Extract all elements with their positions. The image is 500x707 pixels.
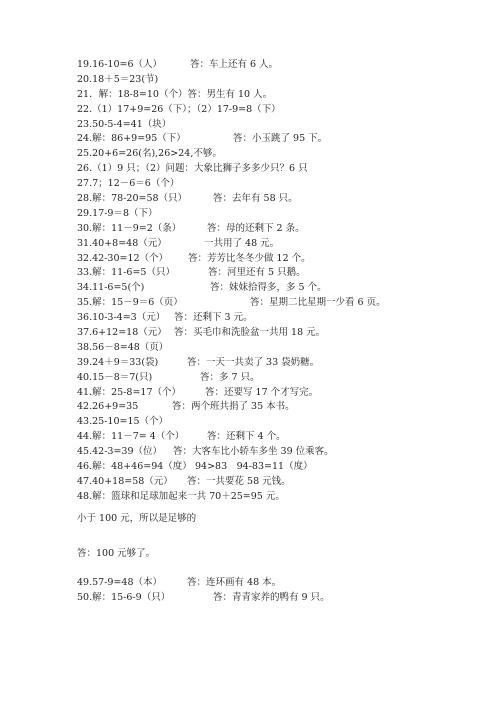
- answer-equation: 42.26+9=35: [77, 401, 139, 413]
- answer-text: 答：母的还剩下 2 条。: [207, 222, 305, 234]
- answer-equation: 27.7；12－6＝6（个）: [77, 178, 180, 190]
- answer-row: [77, 281, 386, 296]
- answer-row: [77, 192, 386, 207]
- answer-equation: 37.6+12=18（元）: [77, 327, 167, 339]
- answer-text: 答：两个班共捐了 35 本书。: [172, 401, 295, 413]
- answer-text: 答：星期二比星期一少看 6 页。: [250, 297, 386, 309]
- answer-row: [77, 132, 386, 147]
- answer-text: 答：去年有 58 只。: [213, 193, 298, 205]
- answer-row: [77, 207, 386, 222]
- answer-text: 答：芳芳比冬冬少做 12 个。: [188, 252, 311, 264]
- answer-row: [77, 147, 386, 162]
- answer-row: [77, 162, 386, 177]
- answer-row: [77, 266, 386, 281]
- answer-equation: 32.42-30=12（个）: [77, 252, 169, 264]
- answer-row: [77, 576, 330, 591]
- answer-row: [77, 400, 386, 415]
- answer-equation: 40.15－8＝7(只): [77, 371, 153, 383]
- answer-equation: 38.56－8=48（页）: [77, 341, 169, 353]
- answer-equation: 23.50-5-4=41（块）: [77, 118, 172, 130]
- answer-equation: 24.解：86+9=95（下）: [77, 133, 186, 145]
- answer-row: [77, 460, 386, 475]
- answer-text: 答：大客车比小轿车多坐 39 位乘客。: [173, 446, 334, 458]
- answer-equation: 29.17-9＝8（下）: [77, 207, 158, 219]
- answer-row: [77, 326, 386, 341]
- answer-row: [77, 252, 386, 267]
- answer-list-continued: [77, 576, 330, 606]
- answer-list: [77, 58, 386, 505]
- answer-text: 答：连环画有 48 本。: [187, 577, 282, 588]
- answer-text: 答：妹妹拾得多，多 5 个。: [210, 282, 327, 294]
- answer-text: 答：还剩下 3 元。: [174, 312, 253, 324]
- answer-text: 答：河里还有 5 只鹅。: [208, 267, 306, 279]
- answer-row: [77, 386, 386, 401]
- answer-text: 一共用了 48 元。: [204, 237, 280, 249]
- answer-text: 答：小玉跳了 95 下。: [233, 133, 328, 145]
- answer-equation: 36.10-3-4=3（元）: [77, 312, 166, 324]
- answer-row: [77, 88, 386, 103]
- answer-text: 答：买毛巾和洗脸盆一共用 18 元。: [174, 327, 326, 339]
- answer-row: [77, 177, 386, 192]
- answer-row: [77, 490, 386, 505]
- answer-text: 答：还剩下 4 个。: [207, 431, 286, 443]
- answer-equation: 43.25-10=15（个）: [77, 416, 169, 428]
- answer-equation: 48.解：篮球和足球加起来一共 70＋25=95 元。: [77, 490, 285, 502]
- answer-equation: 44.解：11－7= 4（个）: [77, 431, 185, 443]
- answer-row: [77, 445, 386, 460]
- answer-equation: 39.24＋9＝33(袋): [77, 356, 159, 368]
- answer-row: [77, 356, 386, 371]
- answer-equation: 46.解：48+46=94（度）: [77, 461, 192, 473]
- answer-equation: 19.16-10=6（人）: [77, 59, 162, 70]
- answer-equation: 22.（1）17+9=26（下）；（2）17-9=8（下）: [77, 103, 281, 115]
- answer-equation: 41.解：25-8=17（个）: [77, 386, 181, 398]
- answer-text: 答：车上还有 6 人。: [190, 59, 279, 70]
- answer-row: [77, 475, 386, 490]
- answer-row: [77, 371, 386, 386]
- answer-row: [77, 430, 386, 445]
- answer-text: 94>83 94-83=11（度）: [195, 461, 313, 473]
- answer-text: 答：一共要花 58 元钱。: [187, 475, 291, 487]
- answer-row: [77, 296, 386, 311]
- paragraph-answer: 答：100 元够了。: [77, 548, 156, 559]
- answer-equation: 30.解：11－9=2（条）: [77, 222, 182, 234]
- answer-equation: 21．解：18-8=10（个）答：男生有 10 人。: [77, 88, 273, 100]
- answer-equation: 34.11-6=5(个): [77, 282, 145, 294]
- answer-row: [77, 591, 330, 606]
- answer-text: 答：一天一共卖了 33 袋奶糖。: [187, 356, 320, 368]
- answer-row: [77, 311, 386, 326]
- answer-equation: 49.57-9=48（本）: [77, 577, 162, 588]
- answer-equation: 25.20+6=26(名),26>24,不够。: [77, 148, 222, 160]
- answer-text: 答：青青家养的鸭有 9 只。: [213, 591, 330, 603]
- answer-row: [77, 341, 386, 356]
- answer-row: [77, 222, 386, 237]
- answer-text: 答：还要写 17 个才写完。: [205, 386, 319, 398]
- answer-row: [77, 103, 386, 118]
- answer-equation: 47.40+18=58（元）: [77, 475, 173, 487]
- answer-row: [77, 58, 386, 73]
- answer-text: 答：多 7 只。: [200, 371, 260, 383]
- answer-equation: 35.解：15－9＝6（页）: [77, 297, 183, 309]
- answer-equation: 31.40+8=48（元）: [77, 237, 167, 249]
- answer-row: [77, 415, 386, 430]
- answer-equation: 26.（1）9 只；（2）问题：大象比狮子多多少只？6 只: [77, 163, 308, 175]
- paragraph-sufficient: 小于 100 元，所以是足够的: [77, 513, 197, 524]
- answer-row: [77, 73, 386, 88]
- answer-equation: 50.解：15-6-9（只）: [77, 591, 171, 603]
- answer-equation: 28.解：78-20=58（只）: [77, 193, 188, 205]
- answer-equation: 20.18＋5＝23(节): [77, 73, 159, 85]
- answer-row: [77, 118, 386, 133]
- answer-row: [77, 237, 386, 252]
- answer-equation: 45.42-3=39（位）: [77, 446, 162, 458]
- answer-equation: 33.解：11-6=5（只）: [77, 267, 175, 279]
